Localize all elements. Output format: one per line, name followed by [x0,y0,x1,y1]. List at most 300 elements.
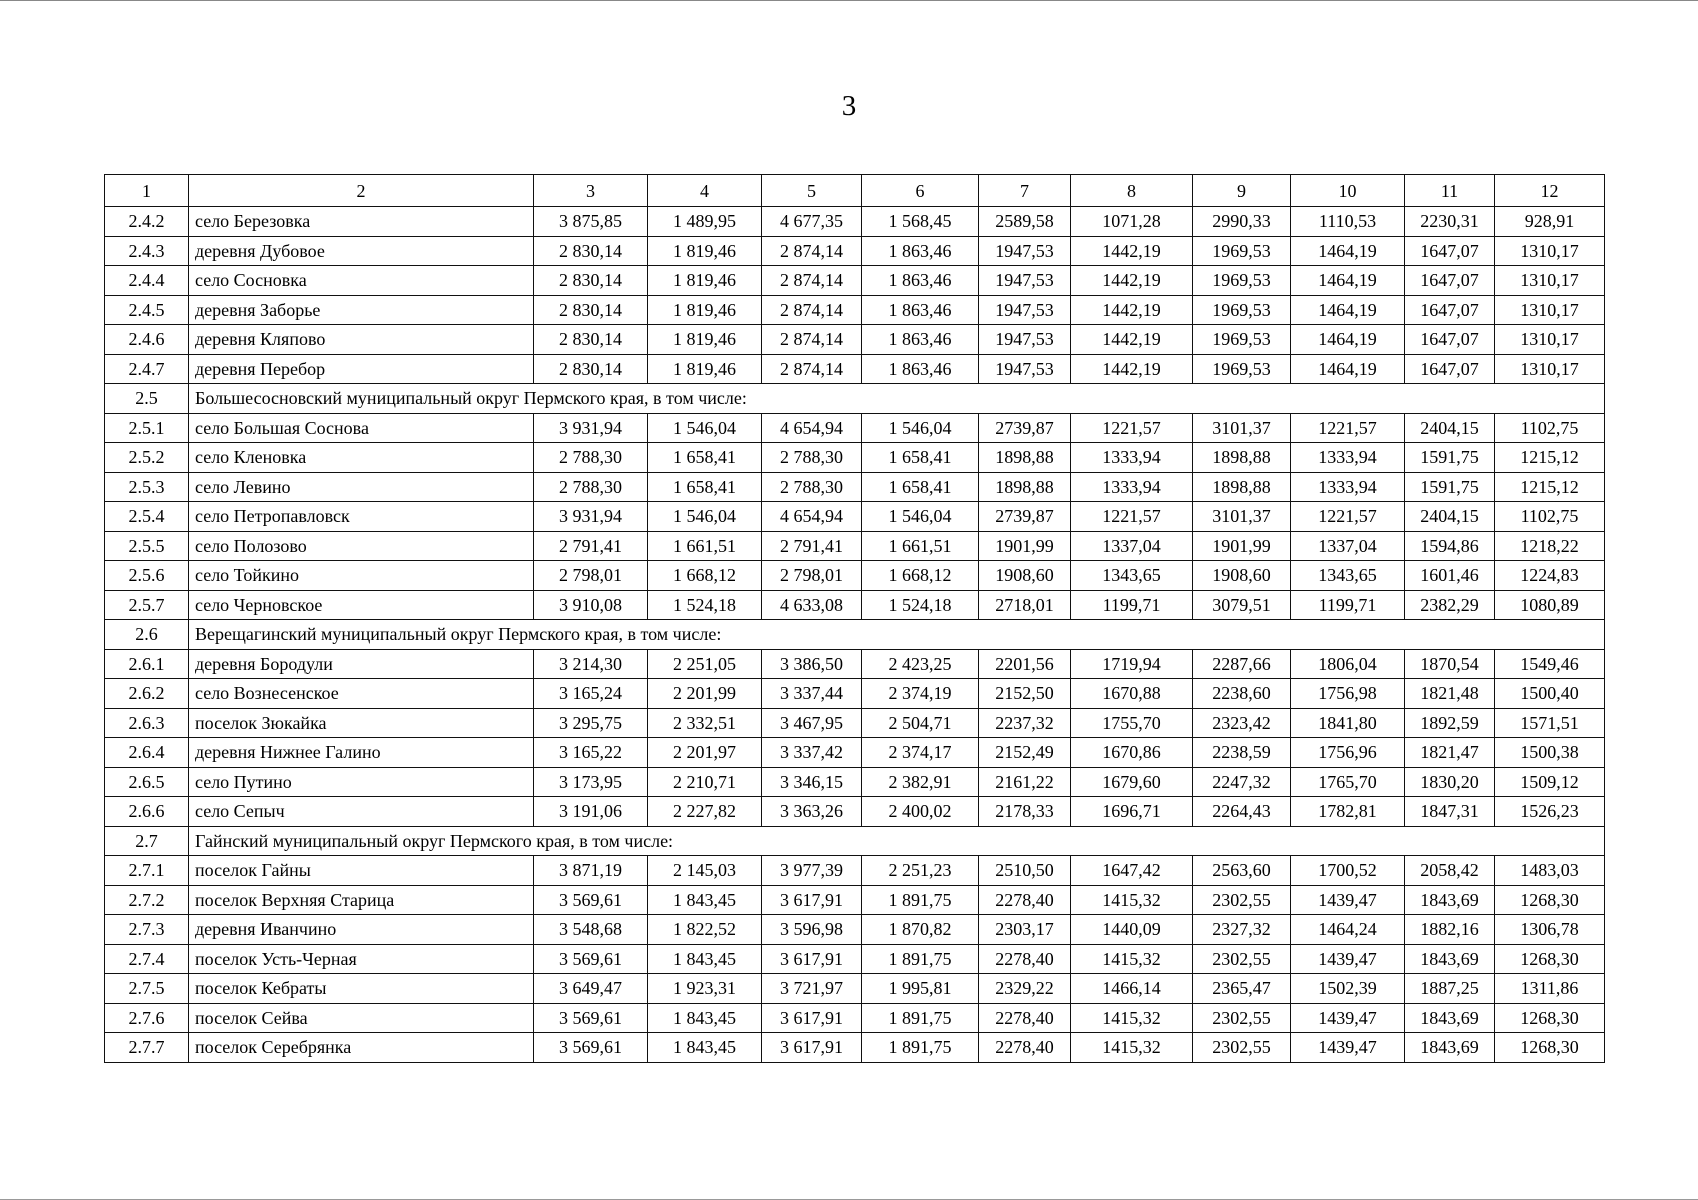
value-cell: 1 863,46 [862,354,979,384]
column-header: 6 [862,175,979,207]
value-cell: 1 668,12 [648,561,762,591]
column-header: 11 [1405,175,1495,207]
value-cell: 1898,88 [1193,443,1291,473]
value-cell: 1 658,41 [648,472,762,502]
value-cell: 1 661,51 [862,531,979,561]
row-code: 2.7.3 [105,915,189,945]
value-cell: 3 617,91 [762,1033,862,1063]
value-cell: 3 875,85 [534,207,648,237]
value-cell: 1898,88 [979,443,1071,473]
value-cell: 2 145,03 [648,856,762,886]
value-cell: 3 569,61 [534,944,648,974]
row-code: 2.4.3 [105,236,189,266]
value-cell: 1670,86 [1071,738,1193,768]
value-cell: 1 546,04 [862,413,979,443]
value-cell: 3 173,95 [534,767,648,797]
value-cell: 1594,86 [1405,531,1495,561]
value-cell: 1310,17 [1495,325,1605,355]
row-code: 2.4.5 [105,295,189,325]
settlement-name: поселок Сейва [189,1003,534,1033]
value-cell: 2 874,14 [762,266,862,296]
value-cell: 3 386,50 [762,649,862,679]
table-row [105,856,1605,886]
value-cell: 1756,96 [1291,738,1405,768]
value-cell: 1 819,46 [648,354,762,384]
value-cell: 2 830,14 [534,354,648,384]
table-row [105,354,1605,384]
value-cell: 2 874,14 [762,236,862,266]
value-cell: 2404,15 [1405,413,1495,443]
value-cell: 3 931,94 [534,502,648,532]
value-cell: 1 546,04 [648,413,762,443]
value-cell: 3101,37 [1193,413,1291,443]
value-cell: 1901,99 [1193,531,1291,561]
value-cell: 2 798,01 [762,561,862,591]
value-cell: 1821,47 [1405,738,1495,768]
value-cell: 2230,31 [1405,207,1495,237]
value-cell: 2 830,14 [534,295,648,325]
row-code: 2.5.6 [105,561,189,591]
value-cell: 3 977,39 [762,856,862,886]
value-cell: 1464,19 [1291,236,1405,266]
value-cell: 1755,70 [1071,708,1193,738]
section-row [105,384,1605,414]
value-cell: 2302,55 [1193,1003,1291,1033]
row-code: 2.5.7 [105,590,189,620]
value-cell: 1 863,46 [862,266,979,296]
value-cell: 1847,31 [1405,797,1495,827]
row-code: 2.5.5 [105,531,189,561]
value-cell: 3 569,61 [534,1033,648,1063]
tariff-table [104,174,1605,1063]
table-row [105,236,1605,266]
value-cell: 3 569,61 [534,1003,648,1033]
row-code: 2.4.6 [105,325,189,355]
value-cell: 1 819,46 [648,236,762,266]
row-code: 2.5 [105,384,189,414]
value-cell: 1333,94 [1291,472,1405,502]
table-row [105,974,1605,1004]
value-cell: 1466,14 [1071,974,1193,1004]
value-cell: 1843,69 [1405,1033,1495,1063]
value-cell: 1 658,41 [862,472,979,502]
settlement-name: деревня Иванчино [189,915,534,945]
settlement-name: село Петропавловск [189,502,534,532]
value-cell: 2 788,30 [762,472,862,502]
row-code: 2.6.1 [105,649,189,679]
value-cell: 2152,50 [979,679,1071,709]
row-code: 2.5.2 [105,443,189,473]
value-cell: 1221,57 [1291,502,1405,532]
value-cell: 2323,42 [1193,708,1291,738]
value-cell: 1947,53 [979,266,1071,296]
value-cell: 3 931,94 [534,413,648,443]
settlement-name: поселок Кебраты [189,974,534,1004]
settlement-name: деревня Бородули [189,649,534,679]
value-cell: 2 210,71 [648,767,762,797]
value-cell: 1439,47 [1291,1003,1405,1033]
table-row [105,443,1605,473]
value-cell: 2329,22 [979,974,1071,1004]
value-cell: 1806,04 [1291,649,1405,679]
value-cell: 1843,69 [1405,1003,1495,1033]
value-cell: 1224,83 [1495,561,1605,591]
table-row [105,561,1605,591]
value-cell: 4 654,94 [762,502,862,532]
value-cell: 2264,43 [1193,797,1291,827]
value-cell: 1310,17 [1495,295,1605,325]
row-code: 2.7.1 [105,856,189,886]
value-cell: 1821,48 [1405,679,1495,709]
value-cell: 4 633,08 [762,590,862,620]
value-cell: 3 295,75 [534,708,648,738]
value-cell: 2 201,99 [648,679,762,709]
table-row [105,502,1605,532]
value-cell: 2 374,17 [862,738,979,768]
value-cell: 1337,04 [1071,531,1193,561]
value-cell: 3 617,91 [762,885,862,915]
value-cell: 2302,55 [1193,1033,1291,1063]
value-cell: 2 227,82 [648,797,762,827]
settlement-name: село Березовка [189,207,534,237]
value-cell: 1756,98 [1291,679,1405,709]
value-cell: 1969,53 [1193,354,1291,384]
value-cell: 2510,50 [979,856,1071,886]
value-cell: 2238,60 [1193,679,1291,709]
settlement-name: село Путино [189,767,534,797]
value-cell: 2 791,41 [534,531,648,561]
value-cell: 1870,54 [1405,649,1495,679]
page-number: 3 [841,90,857,122]
row-code: 2.7 [105,826,189,856]
value-cell: 2 374,19 [862,679,979,709]
value-cell: 4 654,94 [762,413,862,443]
value-cell: 1 891,75 [862,944,979,974]
value-cell: 2 830,14 [534,236,648,266]
value-cell: 1647,07 [1405,236,1495,266]
value-cell: 3 617,91 [762,944,862,974]
column-header: 7 [979,175,1071,207]
settlement-name: поселок Зюкайка [189,708,534,738]
value-cell: 1969,53 [1193,325,1291,355]
table-row [105,531,1605,561]
value-cell: 3 363,26 [762,797,862,827]
value-cell: 1719,94 [1071,649,1193,679]
value-cell: 2 423,25 [862,649,979,679]
table-row [105,797,1605,827]
value-cell: 1415,32 [1071,944,1193,974]
value-cell: 1333,94 [1071,472,1193,502]
value-cell: 1898,88 [979,472,1071,502]
table-row [105,325,1605,355]
settlement-name: деревня Дубовое [189,236,534,266]
value-cell: 1549,46 [1495,649,1605,679]
value-cell: 1500,38 [1495,738,1605,768]
value-cell: 1969,53 [1193,295,1291,325]
value-cell: 1 863,46 [862,236,979,266]
value-cell: 1102,75 [1495,502,1605,532]
column-header: 12 [1495,175,1605,207]
column-header: 9 [1193,175,1291,207]
value-cell: 2 830,14 [534,266,648,296]
settlement-name: поселок Серебрянка [189,1033,534,1063]
settlement-name: село Левино [189,472,534,502]
table-row [105,1003,1605,1033]
value-cell: 1882,16 [1405,915,1495,945]
value-cell: 2382,29 [1405,590,1495,620]
section-title: Верещагинский муниципальный округ Пермского края, в том числе: [189,620,1605,650]
value-cell: 1442,19 [1071,236,1193,266]
value-cell: 2 332,51 [648,708,762,738]
value-cell: 1947,53 [979,354,1071,384]
value-cell: 3 346,15 [762,767,862,797]
value-cell: 3 467,95 [762,708,862,738]
value-cell: 3 337,42 [762,738,862,768]
table-row [105,590,1605,620]
value-cell: 1947,53 [979,295,1071,325]
value-cell: 2 788,30 [534,472,648,502]
value-cell: 2589,58 [979,207,1071,237]
table-row [105,915,1605,945]
settlement-name: село Тойкино [189,561,534,591]
value-cell: 1647,07 [1405,266,1495,296]
value-cell: 1 524,18 [862,590,979,620]
value-cell: 3 337,44 [762,679,862,709]
value-cell: 2 874,14 [762,354,862,384]
value-cell: 1 819,46 [648,325,762,355]
row-code: 2.7.6 [105,1003,189,1033]
row-code: 2.7.7 [105,1033,189,1063]
table-row [105,738,1605,768]
value-cell: 1464,24 [1291,915,1405,945]
value-cell: 1679,60 [1071,767,1193,797]
settlement-name: село Сосновка [189,266,534,296]
value-cell: 1464,19 [1291,295,1405,325]
settlement-name: село Большая Соснова [189,413,534,443]
value-cell: 2287,66 [1193,649,1291,679]
table-row [105,295,1605,325]
table-row [105,649,1605,679]
value-cell: 4 677,35 [762,207,862,237]
value-cell: 1440,09 [1071,915,1193,945]
settlement-name: поселок Гайны [189,856,534,886]
value-cell: 1415,32 [1071,885,1193,915]
value-cell: 1 870,82 [862,915,979,945]
value-cell: 1 661,51 [648,531,762,561]
column-header: 2 [189,175,534,207]
value-cell: 2365,47 [1193,974,1291,1004]
value-cell: 2718,01 [979,590,1071,620]
value-cell: 2 791,41 [762,531,862,561]
row-code: 2.7.5 [105,974,189,1004]
value-cell: 3 721,97 [762,974,862,1004]
value-cell: 1830,20 [1405,767,1495,797]
settlement-name: деревня Перебор [189,354,534,384]
value-cell: 1442,19 [1071,325,1193,355]
row-code: 2.7.4 [105,944,189,974]
value-cell: 1908,60 [1193,561,1291,591]
column-header: 8 [1071,175,1193,207]
row-code: 2.6.2 [105,679,189,709]
value-cell: 1887,25 [1405,974,1495,1004]
value-cell: 2 201,97 [648,738,762,768]
section-row [105,620,1605,650]
section-row [105,826,1605,856]
table-body [105,175,1605,1063]
row-code: 2.6.4 [105,738,189,768]
value-cell: 1 995,81 [862,974,979,1004]
value-cell: 2278,40 [979,944,1071,974]
value-cell: 1464,19 [1291,325,1405,355]
table-row [105,885,1605,915]
column-header: 5 [762,175,862,207]
settlement-name: поселок Усть-Черная [189,944,534,974]
value-cell: 1218,22 [1495,531,1605,561]
value-cell: 1310,17 [1495,354,1605,384]
value-cell: 1969,53 [1193,266,1291,296]
value-cell: 2 400,02 [862,797,979,827]
settlement-name: поселок Верхняя Старица [189,885,534,915]
value-cell: 1333,94 [1071,443,1193,473]
value-cell: 2201,56 [979,649,1071,679]
value-cell: 1343,65 [1291,561,1405,591]
table-row [105,1033,1605,1063]
value-cell: 1 489,95 [648,207,762,237]
value-cell: 1415,32 [1071,1033,1193,1063]
value-cell: 1 568,45 [862,207,979,237]
value-cell: 1268,30 [1495,885,1605,915]
value-cell: 1439,47 [1291,885,1405,915]
value-cell: 1 891,75 [862,1003,979,1033]
header-row [105,175,1605,207]
value-cell: 1 843,45 [648,1003,762,1033]
value-cell: 1268,30 [1495,1003,1605,1033]
value-cell: 2303,17 [979,915,1071,945]
scan-edge-top [0,0,1698,1]
value-cell: 2 788,30 [534,443,648,473]
value-cell: 3 649,47 [534,974,648,1004]
value-cell: 1670,88 [1071,679,1193,709]
value-cell: 928,91 [1495,207,1605,237]
value-cell: 1647,07 [1405,325,1495,355]
value-cell: 1 822,52 [648,915,762,945]
settlement-name: село Полозово [189,531,534,561]
value-cell: 1 843,45 [648,885,762,915]
value-cell: 1647,07 [1405,295,1495,325]
value-cell: 2 874,14 [762,325,862,355]
value-cell: 1700,52 [1291,856,1405,886]
value-cell: 1 668,12 [862,561,979,591]
row-code: 2.4.2 [105,207,189,237]
value-cell: 2161,22 [979,767,1071,797]
value-cell: 3 596,98 [762,915,862,945]
row-code: 2.5.4 [105,502,189,532]
value-cell: 2 830,14 [534,325,648,355]
table-row [105,207,1605,237]
value-cell: 3101,37 [1193,502,1291,532]
value-cell: 1898,88 [1193,472,1291,502]
value-cell: 1509,12 [1495,767,1605,797]
value-cell: 3 569,61 [534,885,648,915]
settlement-name: деревня Кляпово [189,325,534,355]
settlement-name: село Черновское [189,590,534,620]
value-cell: 1 546,04 [862,502,979,532]
value-cell: 1947,53 [979,325,1071,355]
settlement-name: село Сепыч [189,797,534,827]
value-cell: 2247,32 [1193,767,1291,797]
value-cell: 1 843,45 [648,944,762,974]
value-cell: 2739,87 [979,413,1071,443]
value-cell: 3 165,24 [534,679,648,709]
value-cell: 1199,71 [1071,590,1193,620]
value-cell: 1 658,41 [862,443,979,473]
value-cell: 2302,55 [1193,944,1291,974]
table-row [105,944,1605,974]
column-header: 4 [648,175,762,207]
row-code: 2.6 [105,620,189,650]
settlement-name: деревня Заборье [189,295,534,325]
row-code: 2.7.2 [105,885,189,915]
value-cell: 1268,30 [1495,1033,1605,1063]
value-cell: 2 382,91 [862,767,979,797]
value-cell: 1080,89 [1495,590,1605,620]
value-cell: 2302,55 [1193,885,1291,915]
value-cell: 2 504,71 [862,708,979,738]
value-cell: 1333,94 [1291,443,1405,473]
value-cell: 1696,71 [1071,797,1193,827]
value-cell: 2 798,01 [534,561,648,591]
value-cell: 2152,49 [979,738,1071,768]
value-cell: 1 546,04 [648,502,762,532]
value-cell: 1 524,18 [648,590,762,620]
value-cell: 1765,70 [1291,767,1405,797]
column-header: 1 [105,175,189,207]
row-code: 2.6.3 [105,708,189,738]
value-cell: 2238,59 [1193,738,1291,768]
table-row [105,266,1605,296]
value-cell: 2404,15 [1405,502,1495,532]
value-cell: 1199,71 [1291,590,1405,620]
value-cell: 1215,12 [1495,443,1605,473]
row-code: 2.6.5 [105,767,189,797]
value-cell: 1601,46 [1405,561,1495,591]
column-header: 10 [1291,175,1405,207]
value-cell: 2237,32 [979,708,1071,738]
column-header: 3 [534,175,648,207]
value-cell: 2278,40 [979,885,1071,915]
value-cell: 1221,57 [1071,502,1193,532]
value-cell: 1221,57 [1071,413,1193,443]
table-row [105,679,1605,709]
value-cell: 1439,47 [1291,1033,1405,1063]
value-cell: 2739,87 [979,502,1071,532]
value-cell: 2058,42 [1405,856,1495,886]
value-cell: 1221,57 [1291,413,1405,443]
settlement-name: деревня Нижнее Галино [189,738,534,768]
value-cell: 3 910,08 [534,590,648,620]
row-code: 2.4.4 [105,266,189,296]
value-cell: 1442,19 [1071,266,1193,296]
section-title: Гайнский муниципальный округ Пермского края, в том числе: [189,826,1605,856]
section-title: Большесосновский муниципальный округ Пермского края, в том числе: [189,384,1605,414]
value-cell: 2 251,23 [862,856,979,886]
value-cell: 1 891,75 [862,1033,979,1063]
value-cell: 1647,07 [1405,354,1495,384]
table-row [105,767,1605,797]
value-cell: 1442,19 [1071,354,1193,384]
value-cell: 2 251,05 [648,649,762,679]
value-cell: 1464,19 [1291,354,1405,384]
